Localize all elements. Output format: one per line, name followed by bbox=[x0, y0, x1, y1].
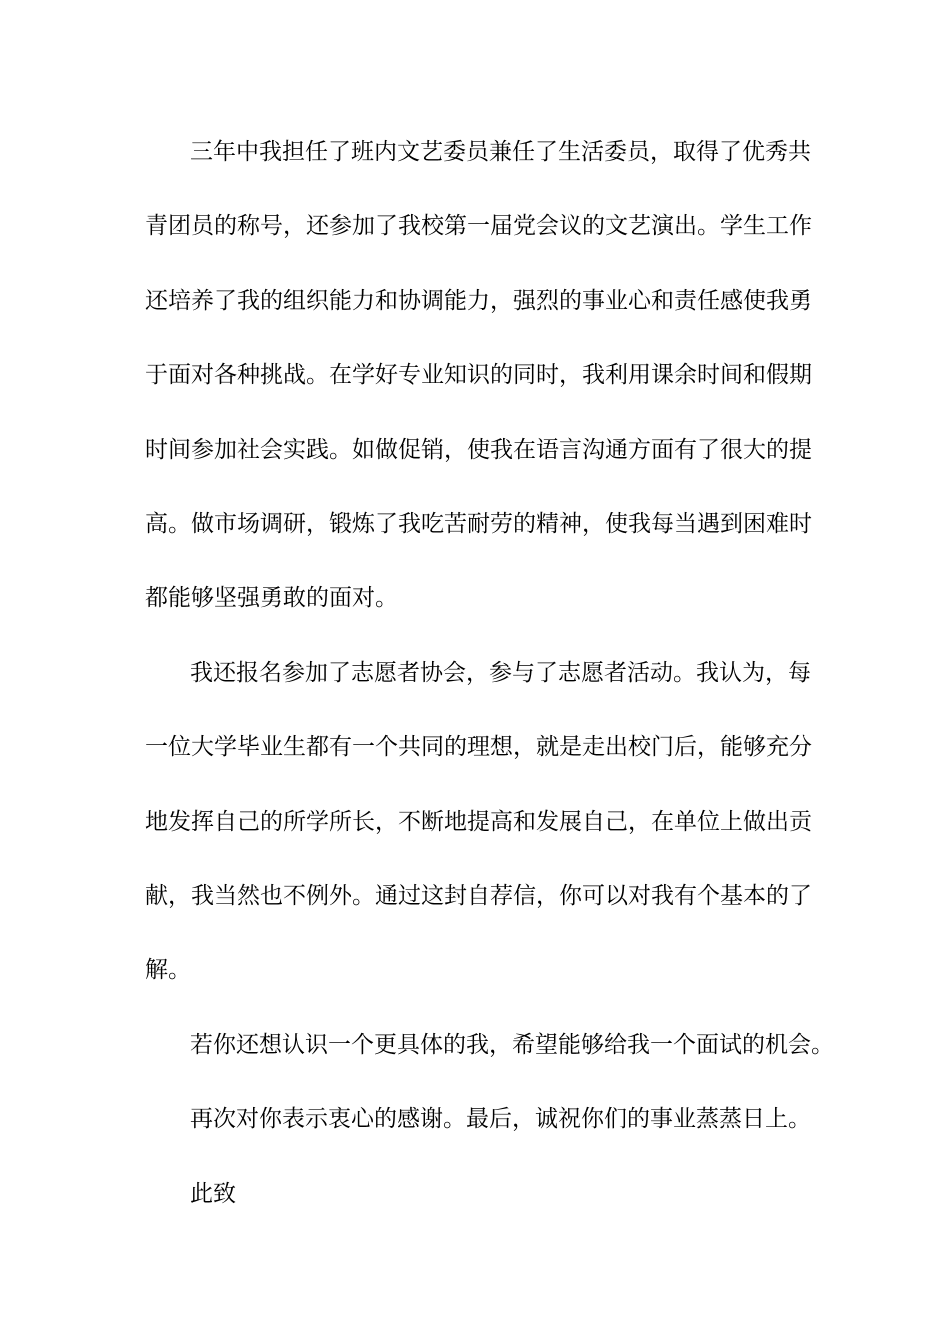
paragraph-1-line-5: 时间参加社会实践。如做促销，使我在语言沟通方面有了很大的提 bbox=[145, 437, 812, 463]
paragraph-1-line-7: 都能够坚强勇敢的面对。 bbox=[145, 585, 398, 611]
paragraph-1-line-3: 还培养了我的组织能力和协调能力，强烈的事业心和责任感使我勇 bbox=[145, 288, 812, 314]
paragraph-2-line-3: 地发挥自己的所学所长，不断地提高和发展自己，在单位上做出贡 bbox=[145, 809, 812, 835]
paragraph-1-line-6: 高。做市场调研，锻炼了我吃苦耐劳的精神，使我每当遇到困难时 bbox=[145, 511, 812, 537]
paragraph-1-line-2: 青团员的称号，还参加了我校第一届党会议的文艺演出。学生工作 bbox=[145, 213, 812, 239]
paragraph-4-line-1: 再次对你表示衷心的感谢。最后，诚祝你们的事业蒸蒸日上。 bbox=[190, 1106, 811, 1132]
paragraph-1-line-1: 三年中我担任了班内文艺委员兼任了生活委员，取得了优秀共 bbox=[190, 139, 811, 165]
paragraph-2-line-5: 解。 bbox=[145, 957, 191, 983]
paragraph-2-line-2: 一位大学毕业生都有一个共同的理想，就是走出校门后，能够充分 bbox=[145, 734, 812, 760]
paragraph-2-line-4: 献，我当然也不例外。通过这封自荐信，你可以对我有个基本的了 bbox=[145, 883, 812, 909]
closing-salutation: 此致 bbox=[190, 1181, 236, 1207]
paragraph-2-line-1: 我还报名参加了志愿者协会，参与了志愿者活动。我认为，每 bbox=[190, 660, 811, 686]
paragraph-3-line-1: 若你还想认识一个更具体的我，希望能够给我一个面试的机会。 bbox=[190, 1032, 834, 1058]
paragraph-1-line-4: 于面对各种挑战。在学好专业知识的同时，我利用课余时间和假期 bbox=[145, 362, 812, 388]
